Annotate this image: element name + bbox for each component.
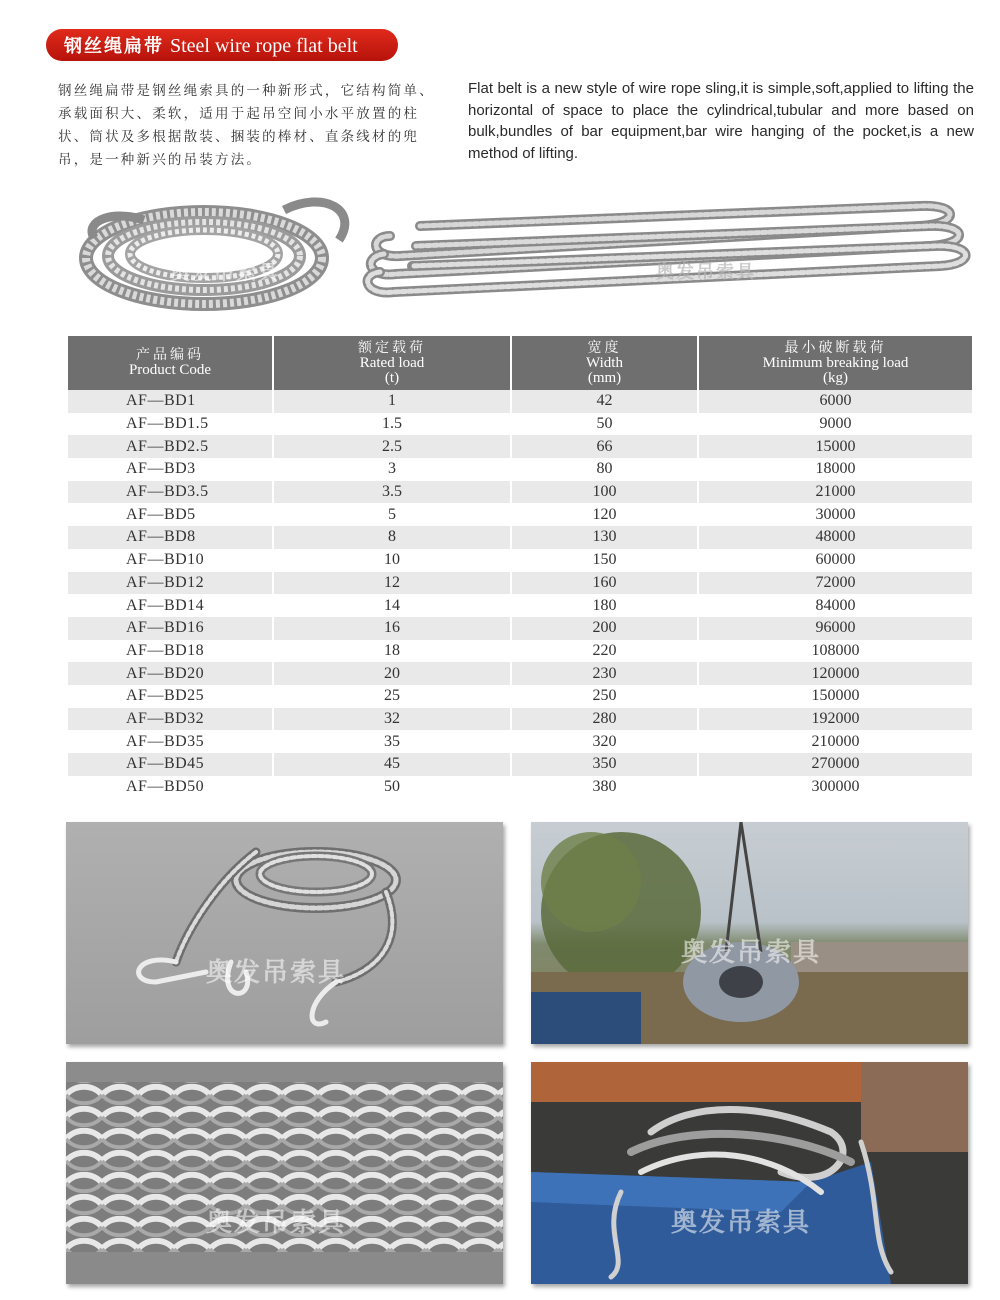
cell-min-breaking-load: 120000 [698,662,972,685]
cell-min-breaking-load: 60000 [698,549,972,572]
section-title [64,32,358,58]
cell-rated-load: 45 [273,753,511,776]
header-cn: 产品编码 [136,347,204,363]
cell-width: 160 [511,572,698,595]
table-row [68,390,972,413]
cell-product-code: AF—BD32 [68,708,273,731]
cell-rated-load: 1.5 [273,413,511,436]
cell-min-breaking-load: 270000 [698,753,972,776]
cell-rated-load: 1 [273,390,511,413]
cell-rated-load: 5 [273,503,511,526]
cell-rated-load: 25 [273,685,511,708]
cell-width: 100 [511,481,698,504]
table-row [68,662,972,685]
header-width [511,336,698,390]
header-unit: (t) [384,369,400,386]
cell-rated-load: 35 [273,730,511,753]
table-row [68,503,972,526]
header-en: Product Code [128,362,212,378]
cell-width: 280 [511,708,698,731]
cell-min-breaking-load: 15000 [698,435,972,458]
table-row [68,640,972,663]
spec-table [68,336,972,798]
cell-width: 230 [511,662,698,685]
cell-min-breaking-load: 192000 [698,708,972,731]
table-row [68,435,972,458]
cell-width: 120 [511,503,698,526]
cell-min-breaking-load: 21000 [698,481,972,504]
cell-product-code: AF—BD8 [68,526,273,549]
cell-product-code: AF—BD45 [68,753,273,776]
cell-width: 180 [511,594,698,617]
header-cn: 最小破断载荷 [784,339,887,356]
coiled-belt-image [74,190,354,320]
cell-product-code: AF—BD3 [68,458,273,481]
cell-rated-load: 14 [273,594,511,617]
table-row [68,572,972,595]
cell-width: 350 [511,753,698,776]
table-row [68,549,972,572]
table-row [68,617,972,640]
header-en: Rated load [359,354,425,371]
cell-rated-load: 8 [273,526,511,549]
cell-product-code: AF—BD3.5 [68,481,273,504]
photo-lifting-coil [531,822,968,1044]
cell-width: 200 [511,617,698,640]
cell-min-breaking-load: 150000 [698,685,972,708]
watermark-text: 奥发吊索具 [170,260,280,284]
watermark-text: 奥发吊索具 [671,1208,812,1238]
header-cn: 宽度 [587,339,622,356]
cell-width: 66 [511,435,698,458]
watermark-text: 奥发吊索具 [206,1208,347,1238]
photo-belt-closeup [66,1062,503,1284]
table-row [68,526,972,549]
header-product-code [68,336,273,390]
watermark-text: 奥发吊索具 [681,938,822,968]
cell-width: 50 [511,413,698,436]
table-row [68,594,972,617]
cell-min-breaking-load: 210000 [698,730,972,753]
cell-rated-load: 16 [273,617,511,640]
cell-product-code: AF—BD18 [68,640,273,663]
cell-width: 220 [511,640,698,663]
section-title-badge [46,29,398,61]
cell-product-code: AF—BD10 [68,549,273,572]
cell-min-breaking-load: 72000 [698,572,972,595]
header-unit: (mm) [587,369,622,386]
header-rated-load [273,336,511,390]
cell-min-breaking-load: 84000 [698,594,972,617]
cell-product-code: AF—BD12 [68,572,273,595]
cell-product-code: AF—BD25 [68,685,273,708]
cell-product-code: AF—BD1 [68,390,273,413]
header-en: Width [586,354,623,371]
cell-rated-load: 50 [273,776,511,799]
cell-product-code: AF—BD1.5 [68,413,273,436]
cell-width: 80 [511,458,698,481]
cell-min-breaking-load: 9000 [698,413,972,436]
cell-min-breaking-load: 18000 [698,458,972,481]
cell-width: 380 [511,776,698,799]
intro-text-cn: 钢丝绳扁带是钢丝绳索具的一种新形式，它结构简单、承载面积大、柔软，适用于起吊空间小水平放置的柱状、筒状及多根据散装、捆装的棒材、直条线材的兜吊，是一种新兴的吊装方法。 [58,83,435,168]
cell-min-breaking-load: 6000 [698,390,972,413]
cell-rated-load: 10 [273,549,511,572]
cell-product-code: AF—BD20 [68,662,273,685]
flat-belts-image [360,196,972,300]
table-row [68,708,972,731]
cell-width: 42 [511,390,698,413]
cell-product-code: AF—BD35 [68,730,273,753]
table-row [68,685,972,708]
photo-coiled-belt-grey [66,822,503,1044]
header-min-breaking-load [698,336,972,390]
watermark-text: 奥发吊索具 [206,958,347,988]
cell-min-breaking-load: 108000 [698,640,972,663]
cell-product-code: AF—BD16 [68,617,273,640]
header-unit: (kg) [823,369,848,386]
watermark-text: 奥发吊索具 [656,262,756,283]
cell-width: 150 [511,549,698,572]
cell-rated-load: 3 [273,458,511,481]
cell-product-code: AF—BD2.5 [68,435,273,458]
table-row [68,458,972,481]
header-cn: 额定载荷 [358,339,426,356]
table-header-row [68,336,972,390]
cell-product-code: AF—BD14 [68,594,273,617]
section-title-cn: 钢丝绳扁带 [64,36,164,57]
section-title-en: Steel wire rope flat belt [170,35,358,57]
cell-min-breaking-load: 48000 [698,526,972,549]
table-row [68,730,972,753]
table-row [68,481,972,504]
cell-product-code: AF—BD5 [68,503,273,526]
cell-width: 320 [511,730,698,753]
table-row [68,413,972,436]
table-row [68,776,972,799]
cell-width: 130 [511,526,698,549]
cell-rated-load: 20 [273,662,511,685]
photo-belt-in-bin [531,1062,968,1284]
cell-rated-load: 32 [273,708,511,731]
cell-min-breaking-load: 96000 [698,617,972,640]
cell-rated-load: 3.5 [273,481,511,504]
cell-width: 250 [511,685,698,708]
header-en: Minimum breaking load [762,354,909,371]
cell-rated-load: 12 [273,572,511,595]
table-row [68,753,972,776]
cell-product-code: AF—BD50 [68,776,273,799]
cell-rated-load: 2.5 [273,435,511,458]
cell-min-breaking-load: 300000 [698,776,972,799]
cell-min-breaking-load: 30000 [698,503,972,526]
cell-rated-load: 18 [273,640,511,663]
intro-text-en: Flat belt is a new style of wire rope sling,it is simple,soft,applied to lifting the horizontal of space to place the cylindrical,tubular and more based on bulk,bundles of bar equipment,bar wire hanging of the pocket,is a new method of lifting. [468,80,974,162]
